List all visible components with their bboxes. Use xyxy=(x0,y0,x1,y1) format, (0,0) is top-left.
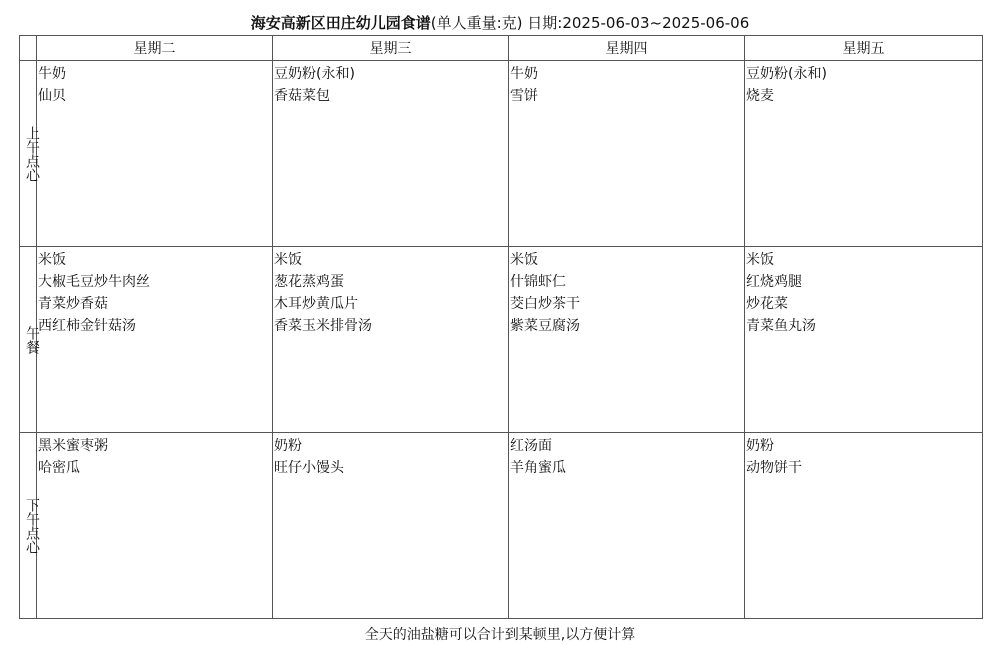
footer-note: 全天的油盐糖可以合计到某顿里,以方便计算 xyxy=(364,627,636,643)
dish-item: 米饭 xyxy=(510,252,538,268)
menu-cell xyxy=(745,61,983,247)
menu-cell xyxy=(37,61,273,247)
dish-item: 紫菜豆腐汤 xyxy=(510,318,580,334)
menu-cell xyxy=(509,247,745,433)
dish-item: 红汤面 xyxy=(510,438,552,454)
menu-cell xyxy=(745,433,983,619)
dish-item: 奶粉 xyxy=(274,438,302,454)
dish-item: 羊角蜜瓜 xyxy=(510,460,566,476)
dish-item: 动物饼干 xyxy=(746,460,802,476)
dish-item: 青菜炒香菇 xyxy=(38,296,108,312)
dish-item: 奶粉 xyxy=(746,438,774,454)
dish-item: 仙贝 xyxy=(38,88,66,104)
dish-item: 茭白炒茶干 xyxy=(510,296,580,312)
meal-label-cell xyxy=(20,247,40,433)
dish-item: 西红柿金针菇汤 xyxy=(38,318,136,334)
dish-item: 葱花蒸鸡蛋 xyxy=(274,274,344,290)
dish-item: 雪饼 xyxy=(510,88,538,104)
meal-label: 下午点心 xyxy=(24,497,40,554)
dish-item: 黑米蜜枣粥 xyxy=(38,438,108,454)
day-header-row xyxy=(20,36,983,61)
dish-item: 旺仔小馒头 xyxy=(274,460,344,476)
dish-item: 木耳炒黄瓜片 xyxy=(274,296,358,312)
meal-row-afternoon-snack xyxy=(20,433,983,619)
meal-label-cell xyxy=(20,433,40,619)
dish-item: 红烧鸡腿 xyxy=(746,274,802,290)
dish-item: 牛奶 xyxy=(510,66,538,82)
dish-item: 哈密瓜 xyxy=(38,460,80,476)
dish-item: 米饭 xyxy=(274,252,302,268)
page-title xyxy=(0,13,1000,33)
dish-item: 米饭 xyxy=(746,252,774,268)
dish-item: 豆奶粉(永和) xyxy=(746,66,827,82)
menu-cell xyxy=(37,247,273,433)
dish-item: 青菜鱼丸汤 xyxy=(746,318,816,334)
menu-cell xyxy=(273,61,509,247)
dish-item: 豆奶粉(永和) xyxy=(274,66,355,82)
menu-cell xyxy=(745,247,983,433)
dish-item: 香菜玉米排骨汤 xyxy=(274,318,372,334)
corner-cell xyxy=(20,36,37,61)
dish-item: 牛奶 xyxy=(38,66,66,82)
dish-item: 大椒毛豆炒牛肉丝 xyxy=(38,274,150,290)
menu-date-range: (单人重量:克) 日期:2025-06-03~2025-06-06 xyxy=(430,14,750,32)
meal-label: 上午点心 xyxy=(24,125,40,182)
dish-item: 香菇菜包 xyxy=(274,88,330,104)
school-menu-title: 海安高新区田庄幼儿园食谱 xyxy=(250,14,431,32)
meal-label-cell xyxy=(20,61,40,247)
meal-label: 午餐 xyxy=(24,325,40,354)
menu-cell xyxy=(509,61,745,247)
menu-cell xyxy=(273,247,509,433)
menu-cell xyxy=(273,433,509,619)
day-header: 星期三 xyxy=(273,36,509,61)
dish-item: 什锦虾仁 xyxy=(510,274,566,290)
dish-item: 米饭 xyxy=(38,252,66,268)
day-header: 星期五 xyxy=(745,36,983,61)
day-header: 星期二 xyxy=(37,36,273,61)
meal-row-morning-snack xyxy=(20,61,983,247)
dish-item: 炒花菜 xyxy=(746,296,788,312)
meal-row-lunch xyxy=(20,247,983,433)
weekly-menu-table xyxy=(19,35,983,619)
menu-cell xyxy=(37,433,273,619)
menu-cell xyxy=(509,433,745,619)
dish-item: 烧麦 xyxy=(746,88,774,104)
day-header: 星期四 xyxy=(509,36,745,61)
